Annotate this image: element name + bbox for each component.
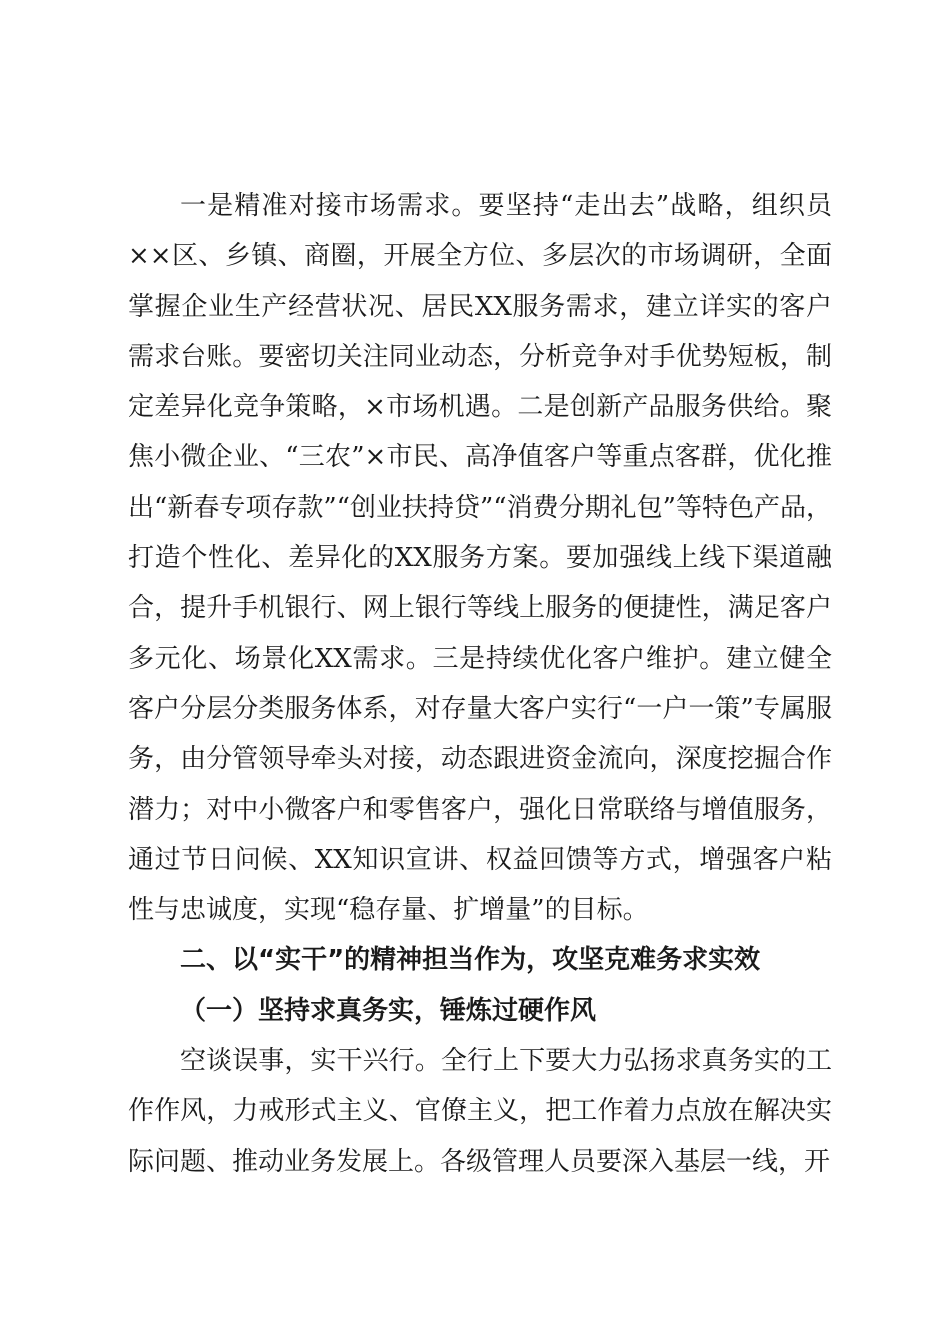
body-paragraph: 空谈误事，实干兴行。全行上下要大力弘扬求真务实的工作作风，力戒形式主义、官僚主义，把工作着力点放在解决实际问题、推动业务发展上。各级管理人员要深入基层一线，开 xyxy=(128,1046,832,1177)
section-heading: 二、以“实干”的精神担当作为，攻坚克难务求实效 xyxy=(180,945,761,976)
subsection-heading: （一）坚持求真务实，锤炼过硬作风 xyxy=(180,995,597,1026)
document-body xyxy=(128,181,832,1187)
body-paragraph: 一是精准对接市场需求。要坚持“走出去”战略，组织员××区、乡镇、商圈，开展全方位、多层次的市场调研，全面掌握企业生产经营状况、居民XX服务需求，建立详实的客户需求台账。要密切关注同业动态，分析竞争对手优势短板，制定差异化竞争策略，×市场机遇。二是创新产品服务供给。聚焦小微企业、“三农”×市民、高净值客户等重点客群，优化推出“新春专项存款”“创业扶持贷”“消费分期礼包”等特色产品，打造个性化、差异化的XX服务方案。要加强线上线下渠道融合，提升手机银行、网上银行等线上服务的便捷性，满足客户多元化、场景化XX需求。三是持续优化客户维护。建立健全客户分层分类服务体系，对存量大客户实行“一户一策”专属服务，由分管领导牵头对接，动态跟进资金流向，深度挖掘合作潜力；对中小微客户和零售客户，强化日常联络与增值服务，通过节日问候、XX知识宣讲、权益回馈等方式，增强客户粘性与忠诚度，实现“稳存量、扩增量”的目标。 xyxy=(128,191,832,926)
